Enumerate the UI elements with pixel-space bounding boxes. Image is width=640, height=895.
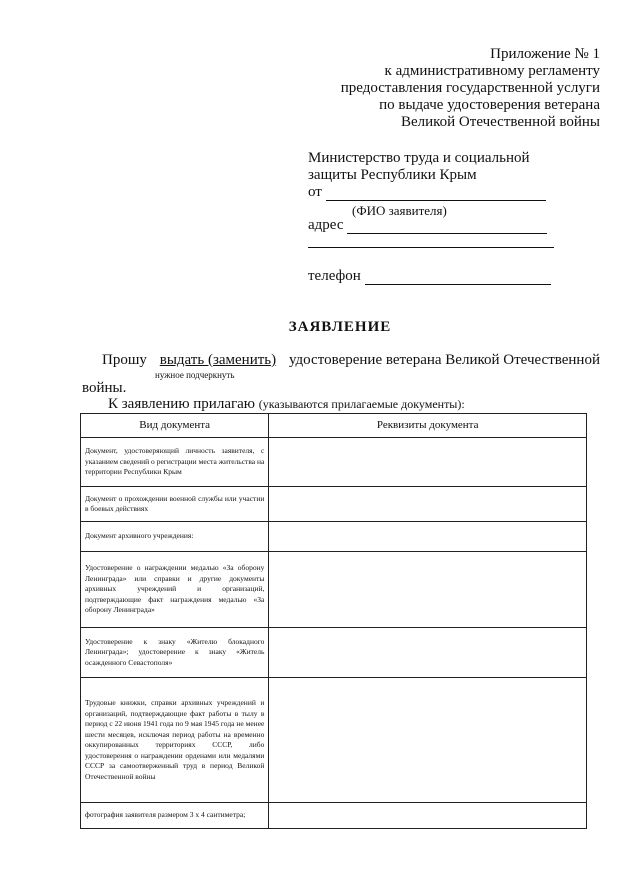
table-row bbox=[81, 803, 587, 829]
appendix-line: Приложение № 1 bbox=[490, 46, 600, 62]
document-details[interactable] bbox=[269, 803, 587, 829]
table-header-row bbox=[81, 414, 587, 438]
document-type: Документ архивного учреждения: bbox=[81, 522, 269, 552]
documents-table bbox=[80, 413, 587, 829]
from-row bbox=[308, 184, 546, 201]
table-row bbox=[81, 678, 587, 803]
document-type: фотография заявителя размером 3 х 4 сантиметра; bbox=[81, 803, 269, 829]
column-header: Вид документа bbox=[81, 414, 269, 438]
address-row bbox=[308, 217, 547, 234]
from-label: от bbox=[308, 184, 322, 200]
document-type: Удостоверение о награждении медалью «За оборону Ленинграда» или справки и другие документы архивных учреждений и организаций, подтверждающие факт награждения медалью «За оборону Ленинграда» bbox=[81, 552, 269, 628]
underline-hint: нужное подчеркнуть bbox=[155, 370, 235, 380]
document-details[interactable] bbox=[269, 438, 587, 487]
address-field[interactable] bbox=[347, 218, 547, 234]
appendix-line: предоставления государственной услуги bbox=[340, 80, 600, 96]
recipient-line: Министерство труда и социальной bbox=[308, 150, 530, 166]
document-details[interactable] bbox=[269, 628, 587, 678]
attach-line bbox=[108, 396, 465, 413]
table-row bbox=[81, 522, 587, 552]
table-row bbox=[81, 438, 587, 487]
appendix-line: Великой Отечественной войны bbox=[400, 114, 600, 130]
request-option: выдать (заменить) bbox=[159, 352, 277, 368]
document-type: Трудовые книжки, справки архивных учреждений и организаций, подтверждающие факт работы в тылу в период с 22 июня 1941 года по 9 мая 1945 года не менее шести месяцев, исключая период работы на временно оккупированных территориях СССР, либо удостоверения о награждении орденами или медалями СССР за самоотверженный труд в период Великой Отечественной войны bbox=[81, 678, 269, 803]
table-row bbox=[81, 628, 587, 678]
request-line2: войны. bbox=[82, 380, 127, 396]
phone-label: телефон bbox=[308, 268, 361, 284]
attach-note: (указываются прилагаемые документы): bbox=[258, 397, 465, 411]
document-type: Удостоверение к знаку «Жителю блокадного Ленинграда»; удостоверение к знаку «Житель осажденного Севастополя» bbox=[81, 628, 269, 678]
from-field[interactable] bbox=[326, 185, 546, 201]
document-title: ЗАЯВЛЕНИЕ bbox=[288, 319, 392, 335]
document-type: Документ, удостоверяющий личность заявителя, с указанием сведений о регистрации места жительства на территории Республики Крым bbox=[81, 438, 269, 487]
address-field-line2[interactable] bbox=[308, 247, 554, 248]
fio-hint: (ФИО заявителя) bbox=[352, 203, 447, 218]
table-row bbox=[81, 487, 587, 522]
column-header: Реквизиты документа bbox=[269, 414, 587, 438]
phone-row bbox=[308, 268, 551, 285]
document-type: Документ о прохождении военной службы или участии в боевых действиях bbox=[81, 487, 269, 522]
appendix-line: по выдаче удостоверения ветерана bbox=[379, 97, 600, 113]
table-row bbox=[81, 552, 587, 628]
request-prefix: Прошу bbox=[102, 352, 147, 368]
document-details[interactable] bbox=[269, 522, 587, 552]
document-details[interactable] bbox=[269, 678, 587, 803]
document-details[interactable] bbox=[269, 552, 587, 628]
attach-main: К заявлению прилагаю bbox=[108, 396, 255, 412]
appendix-header bbox=[341, 46, 600, 131]
request-rest: удостоверение ветерана Великой Отечественной bbox=[289, 352, 600, 368]
appendix-line: к административному регламенту bbox=[384, 63, 600, 79]
phone-field[interactable] bbox=[365, 269, 551, 285]
address-label: адрес bbox=[308, 217, 344, 233]
document-details[interactable] bbox=[269, 487, 587, 522]
recipient-line: защиты Республики Крым bbox=[308, 167, 477, 183]
recipient-block bbox=[308, 150, 568, 184]
